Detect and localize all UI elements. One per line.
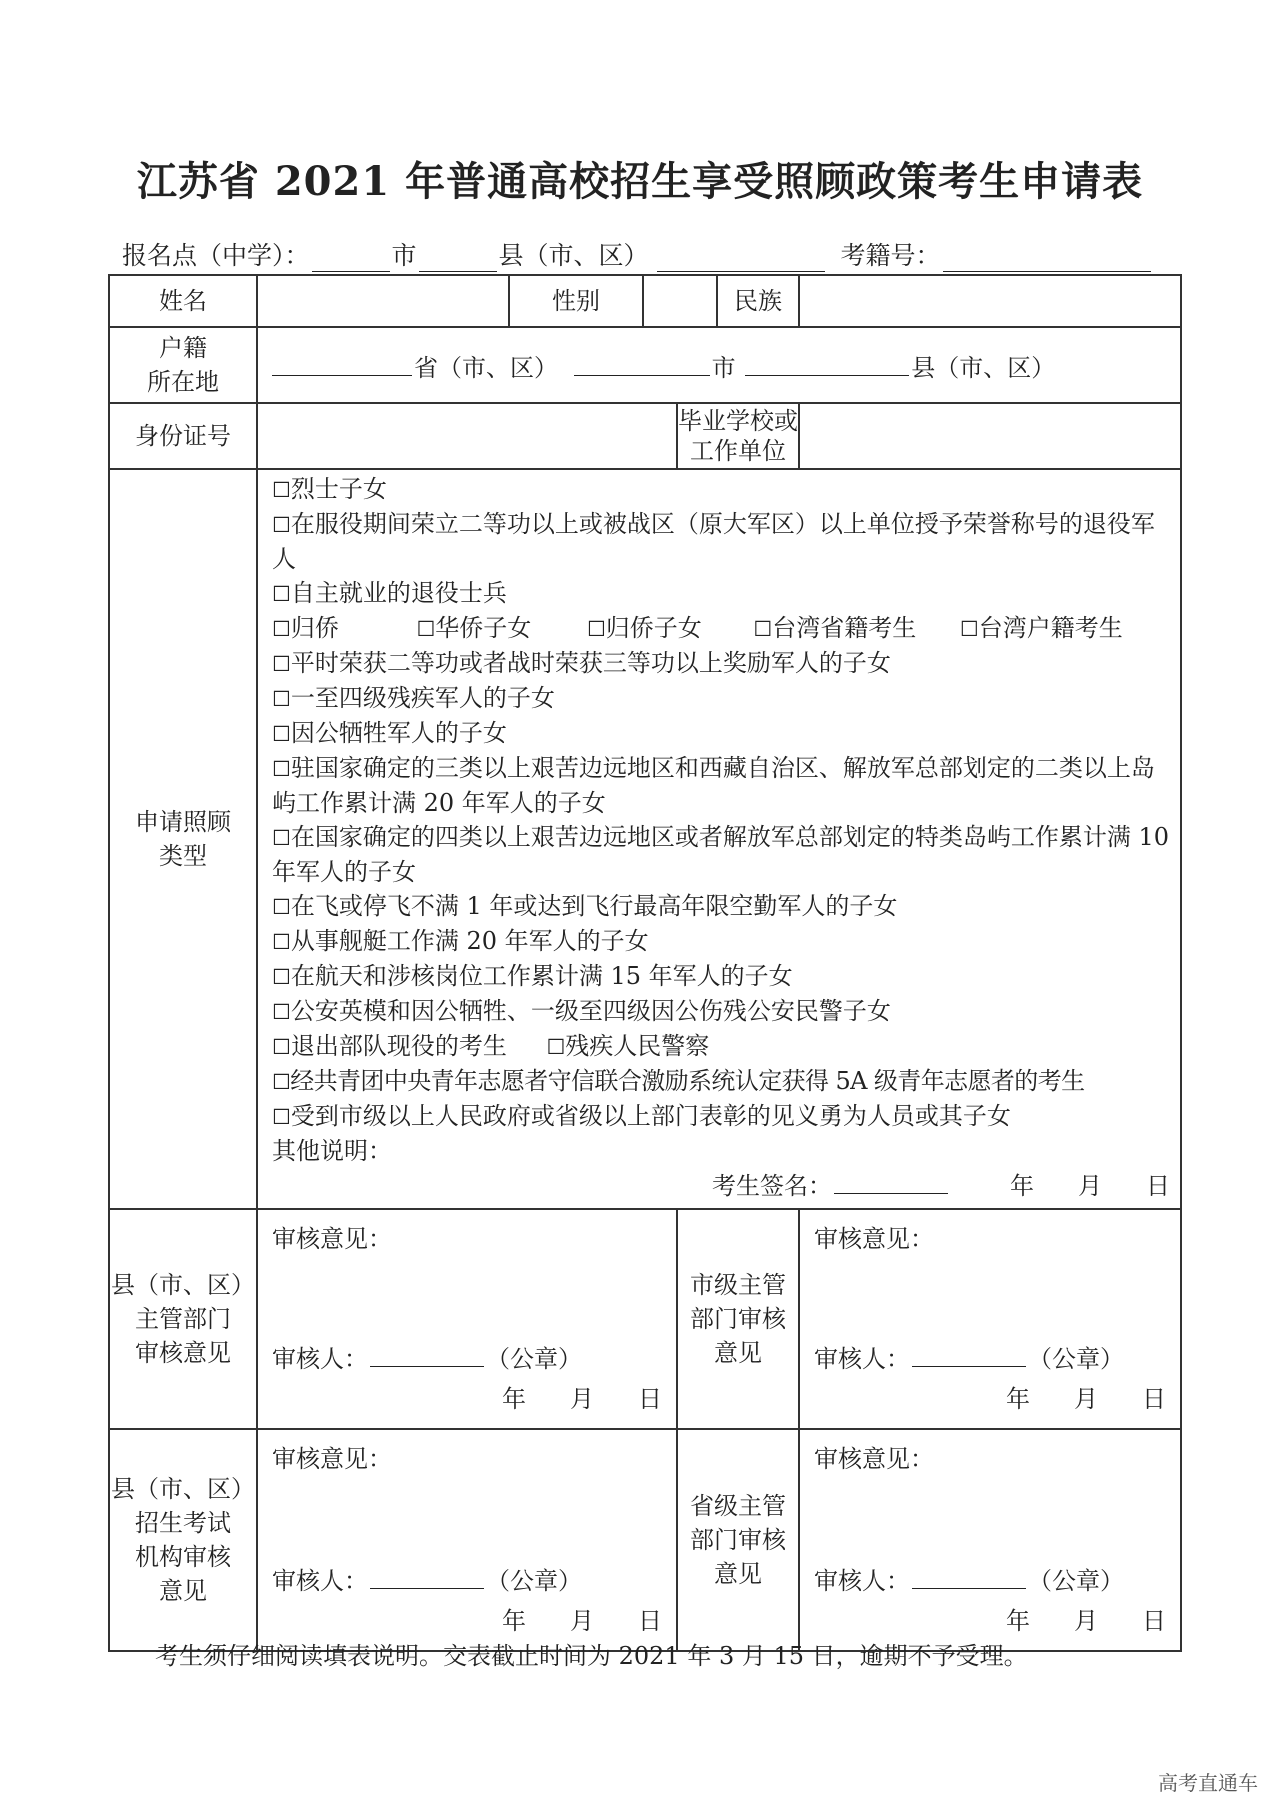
county-dept-label-line1: 县（市、区） <box>111 1271 255 1299</box>
seal-label: （公章） <box>1028 1567 1124 1595</box>
county-dept-review-box[interactable] <box>257 1209 677 1429</box>
checkbox-self-employed-veteran[interactable]: ☐ <box>272 582 291 606</box>
row-review-2 <box>109 1429 1181 1651</box>
care-type-label <box>109 469 257 1209</box>
county-exam-label-line4: 意见 <box>159 1577 207 1605</box>
city-dept-label-line1: 市级主管 <box>690 1271 786 1299</box>
sign-day: 日 <box>1146 1172 1170 1200</box>
checkbox-naval-children[interactable]: ☐ <box>272 930 291 954</box>
checkbox-returned-overseas-children[interactable]: ☐ <box>586 617 606 641</box>
ethnicity-field[interactable] <box>799 275 1181 327</box>
school-field[interactable] <box>799 403 1181 469</box>
school-label-line1: 毕业学校或 <box>678 407 798 435</box>
watermark: 高考直通车 <box>1158 1771 1258 1795</box>
review-month: 月 <box>570 1607 594 1635</box>
checkbox-overseas-children[interactable]: ☐ <box>416 617 436 641</box>
option-label: 公安英模和因公牺牲、一级至四级因公伤残公安民警子女 <box>290 997 891 1025</box>
option-label: 华侨子女 <box>435 614 532 642</box>
id-field[interactable] <box>257 403 677 469</box>
reviewer-blank[interactable] <box>370 1564 484 1589</box>
registration-line <box>122 236 1182 272</box>
school-label-line2: 工作单位 <box>690 437 786 465</box>
option-label: 受到市级以上人民政府或省级以上部门表彰的见义勇为人员或其子女 <box>290 1102 1011 1130</box>
option-label: 经共青团中央青年志愿者守信联合激励系统认定获得 5A 级青年志愿者的考生 <box>290 1067 1085 1095</box>
province-blank[interactable] <box>272 349 412 376</box>
review-month: 月 <box>1074 1385 1098 1413</box>
review-year: 年 <box>502 1607 526 1635</box>
option-label: 在航天和涉核岗位工作累计满 15 年军人的子女 <box>290 962 793 990</box>
option-label: 一至四级残疾军人的子女 <box>290 684 555 712</box>
hukou-city-blank[interactable] <box>574 349 710 376</box>
row-review-1 <box>109 1209 1181 1429</box>
option-label: 平时荣获二等功或者战时荣获三等功以上奖励军人的子女 <box>290 649 891 677</box>
hukou-county-suffix: 县（市、区） <box>911 353 1056 382</box>
gender-field[interactable] <box>643 275 717 327</box>
row-care-types <box>109 469 1181 1209</box>
checkbox-disabled-police[interactable]: ☐ <box>546 1035 566 1059</box>
option-label: 台湾户籍考生 <box>978 614 1123 642</box>
other-notes-label: 其他说明： <box>272 1137 392 1165</box>
checkbox-disabled-military-children[interactable]: ☐ <box>272 687 291 711</box>
checkbox-martyr[interactable]: ☐ <box>272 478 291 502</box>
exam-no-blank[interactable] <box>943 243 1151 272</box>
seal-label: （公章） <box>486 1345 582 1373</box>
seal-label: （公章） <box>1028 1345 1124 1373</box>
care-type-options <box>257 469 1181 1209</box>
city-dept-review-box[interactable] <box>799 1209 1181 1429</box>
option-label: 在国家确定的四类以上艰苦边远地区或者解放军总部划定的特类岛屿工作累计满 10 年军人的子女 <box>272 823 1169 886</box>
option-label: 归侨 <box>290 614 339 642</box>
checkbox-retired-soldier[interactable]: ☐ <box>272 1035 291 1059</box>
hukou-field[interactable] <box>257 327 1181 403</box>
reviewer-blank[interactable] <box>370 1342 484 1367</box>
sign-year: 年 <box>1010 1172 1034 1200</box>
application-form <box>108 274 1182 1652</box>
hukou-label <box>109 327 257 403</box>
row-hukou <box>109 327 1181 403</box>
hukou-label-line2: 所在地 <box>147 368 219 396</box>
option-label: 退出部队现役的考生 <box>290 1032 507 1060</box>
option-label: 在飞或停飞不满 1 年或达到飞行最高年限空勤军人的子女 <box>290 892 898 920</box>
province-dept-label-line1: 省级主管 <box>690 1492 786 1520</box>
care-type-label-line1: 申请照顾 <box>135 808 231 836</box>
checkbox-5a-volunteer[interactable]: ☐ <box>272 1070 291 1094</box>
checkbox-police-children[interactable]: ☐ <box>272 1000 291 1024</box>
registration-city-suffix: 市 <box>391 241 417 270</box>
reviewer-blank[interactable] <box>912 1342 1026 1367</box>
review-day: 日 <box>638 1607 662 1635</box>
row-id <box>109 403 1181 469</box>
review-day: 日 <box>638 1385 662 1413</box>
checkbox-heroic-deeds[interactable]: ☐ <box>272 1105 291 1129</box>
hukou-label-line1: 户籍 <box>159 334 207 362</box>
province-dept-label-line2: 部门审核 <box>690 1526 786 1554</box>
care-type-label-line2: 类型 <box>159 842 207 870</box>
checkbox-remote-area-20yr[interactable]: ☐ <box>272 757 291 781</box>
checkbox-sacrificed-military-children[interactable]: ☐ <box>272 722 291 746</box>
option-label: 驻国家确定的三类以上艰苦边远地区和西藏自治区、解放军总部划定的二类以上岛屿工作累计满 20 年军人的子女 <box>272 754 1155 817</box>
review-year: 年 <box>502 1385 526 1413</box>
checkbox-remote-area-10yr[interactable]: ☐ <box>272 826 291 850</box>
registration-label: 报名点（中学）： <box>122 241 310 270</box>
signature-label: 考生签名： <box>712 1172 832 1200</box>
review-day: 日 <box>1142 1385 1166 1413</box>
option-label: 残疾人民警察 <box>565 1032 710 1060</box>
school-blank[interactable] <box>657 243 825 272</box>
province-suffix: 省（市、区） <box>414 353 558 382</box>
city-dept-label-line2: 部门审核 <box>690 1305 786 1333</box>
gender-label: 性别 <box>509 275 643 327</box>
checkbox-aerospace-nuclear-children[interactable]: ☐ <box>272 965 291 989</box>
checkbox-returned-overseas[interactable]: ☐ <box>272 617 291 641</box>
row-basic-info <box>109 275 1181 327</box>
county-exam-label-line1: 县（市、区） <box>111 1475 255 1503</box>
hukou-city-suffix: 市 <box>711 353 736 382</box>
county-exam-label-line3: 机构审核 <box>135 1543 231 1571</box>
ethnicity-label: 民族 <box>717 275 799 327</box>
exam-no-label: 考籍号： <box>840 241 941 270</box>
id-label: 身份证号 <box>109 403 257 469</box>
county-exam-review-box[interactable] <box>257 1429 677 1651</box>
county-dept-label <box>109 1209 257 1429</box>
province-dept-review-box[interactable] <box>799 1429 1181 1651</box>
option-label: 台湾省籍考生 <box>772 614 917 642</box>
review-opinion-label: 审核意见： <box>814 1445 934 1473</box>
hukou-county-blank[interactable] <box>745 349 909 376</box>
county-blank[interactable] <box>419 243 497 272</box>
reviewer-label: 审核人： <box>272 1567 368 1595</box>
checkbox-taiwan-hukou[interactable]: ☐ <box>959 617 979 641</box>
county-dept-label-line2: 主管部门 <box>135 1305 231 1333</box>
county-exam-label-line2: 招生考试 <box>135 1509 231 1537</box>
option-label: 自主就业的退役士兵 <box>290 579 507 607</box>
sign-month: 月 <box>1078 1172 1102 1200</box>
city-dept-label <box>677 1209 799 1429</box>
name-field[interactable] <box>257 275 509 327</box>
province-dept-label-line3: 意见 <box>714 1560 762 1588</box>
checkbox-taiwan-province[interactable]: ☐ <box>753 617 773 641</box>
review-year: 年 <box>1006 1385 1030 1413</box>
name-label: 姓名 <box>109 275 257 327</box>
checkbox-merit-veteran[interactable]: ☐ <box>272 513 291 537</box>
review-opinion-label: 审核意见： <box>814 1225 934 1253</box>
page-title: 江苏省 2021 年普通高校招生享受照顾政策考生申请表 <box>136 158 1144 205</box>
review-opinion-label: 审核意见： <box>272 1225 392 1253</box>
registration-county-suffix: 县（市、区） <box>498 241 649 270</box>
footer-note: 考生须仔细阅读填表说明。交表截止时间为 2021 年 3 月 15 日，逾期不予受理。 <box>155 1642 1028 1670</box>
review-opinion-label: 审核意见： <box>272 1445 392 1473</box>
option-label: 因公牺牲军人的子女 <box>290 719 507 747</box>
review-day: 日 <box>1142 1607 1166 1635</box>
signature-line <box>272 1168 1170 1204</box>
reviewer-label: 审核人： <box>272 1345 368 1373</box>
seal-label: （公章） <box>486 1567 582 1595</box>
option-label: 烈士子女 <box>290 475 387 503</box>
city-dept-label-line3: 意见 <box>714 1339 762 1367</box>
signature-blank[interactable] <box>834 1169 948 1194</box>
reviewer-label: 审核人： <box>814 1345 910 1373</box>
reviewer-label: 审核人： <box>814 1567 910 1595</box>
option-label: 在服役期间荣立二等功以上或被战区（原大军区）以上单位授予荣誉称号的退役军人 <box>272 510 1155 573</box>
option-label: 从事舰艇工作满 20 年军人的子女 <box>290 927 649 955</box>
province-dept-label <box>677 1429 799 1651</box>
review-month: 月 <box>570 1385 594 1413</box>
checkbox-merit-military-children[interactable]: ☐ <box>272 652 291 676</box>
county-exam-label <box>109 1429 257 1651</box>
review-month: 月 <box>1074 1607 1098 1635</box>
reviewer-blank[interactable] <box>912 1564 1026 1589</box>
school-label <box>677 403 799 469</box>
option-label: 归侨子女 <box>605 614 702 642</box>
county-dept-label-line3: 审核意见 <box>135 1339 231 1367</box>
checkbox-aircrew-children[interactable]: ☐ <box>272 895 291 919</box>
city-blank[interactable] <box>312 243 390 272</box>
review-year: 年 <box>1006 1607 1030 1635</box>
